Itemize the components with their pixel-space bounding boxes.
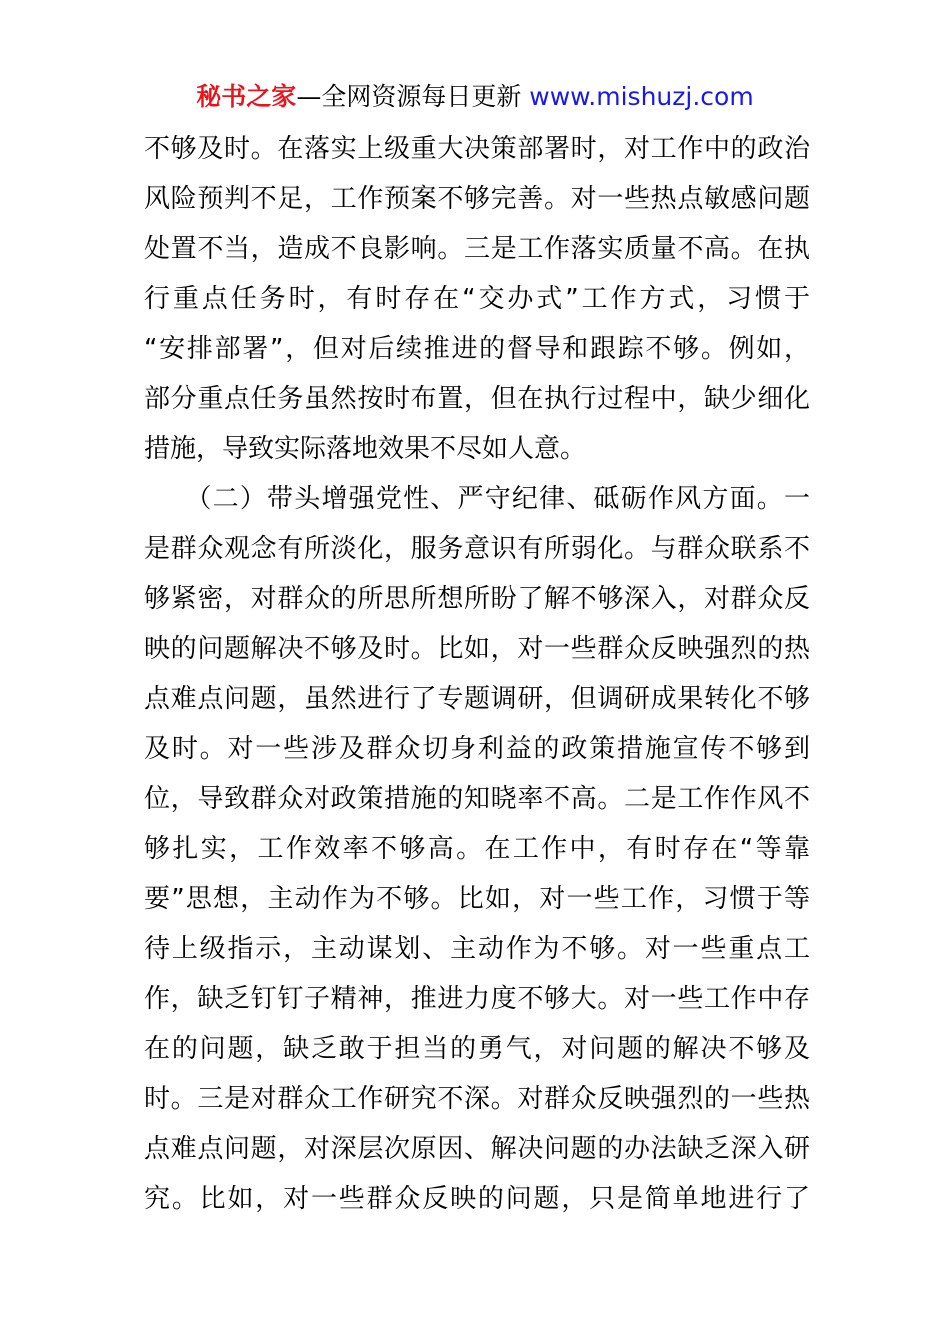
text-line: 风险预判不足，工作预案不够完善。对一些热点敏感问题 — [144, 184, 810, 214]
text-line: 作，缺乏钉钉子精神，推进力度不够大。对一些工作中存 — [144, 984, 810, 1014]
text-line: 究。比如，对一些群众反映的问题，只是简单地进行了 — [144, 1184, 810, 1214]
text-line: 是群众观念有所淡化，服务意识有所弱化。与群众联系不 — [144, 534, 810, 564]
text-line: 点难点问题，虽然进行了专题调研，但调研成果转化不够 — [144, 684, 810, 714]
text-line: 在的问题，缺乏敢于担当的勇气，对问题的解决不够及 — [144, 1034, 810, 1064]
document-body — [144, 124, 810, 1224]
text-line: 行重点任务时，有时存在“交办式”工作方式，习惯于 — [144, 284, 810, 314]
text-line: 部分重点任务虽然按时布置，但在执行过程中，缺少细化 — [144, 384, 810, 414]
text-line: 要”思想，主动作为不够。比如，对一些工作，习惯于等 — [144, 884, 810, 914]
text-line: 时。三是对群众工作研究不深。对群众反映强烈的一些热 — [144, 1084, 810, 1114]
text-line: 处置不当，造成不良影响。三是工作落实质量不高。在执 — [144, 234, 810, 264]
text-line: 映的问题解决不够及时。比如，对一些群众反映强烈的热 — [144, 634, 810, 664]
site-header — [0, 80, 950, 114]
text-line: 够紧密，对群众的所思所想所盼了解不够深入，对群众反 — [144, 584, 810, 614]
site-url-link[interactable]: www.mishuzj.com — [529, 82, 754, 111]
text-line: 及时。对一些涉及群众切身利益的政策措施宣传不够到 — [144, 734, 810, 764]
text-line: 够扎实，工作效率不够高。在工作中，有时存在“等靠 — [144, 834, 810, 864]
header-tagline: —全网资源每日更新 — [296, 82, 530, 111]
text-line: 措施，导致实际落地效果不尽如人意。 — [144, 434, 587, 464]
paragraph-heading-line: （二）带头增强党性、严守纪律、砥砺作风方面。一 — [144, 484, 810, 514]
text-line: 位，导致群众对政策措施的知晓率不高。二是工作作风不 — [144, 784, 810, 814]
text-line: “安排部署”，但对后续推进的督导和跟踪不够。例如， — [144, 334, 810, 364]
text-line: 点难点问题，对深层次原因、解决问题的办法缺乏深入研 — [144, 1134, 810, 1164]
text-line: 待上级指示，主动谋划、主动作为不够。对一些重点工 — [144, 934, 810, 964]
text-line: 不够及时。在落实上级重大决策部署时，对工作中的政治 — [144, 134, 810, 164]
brand-name: 秘书之家 — [196, 82, 297, 111]
